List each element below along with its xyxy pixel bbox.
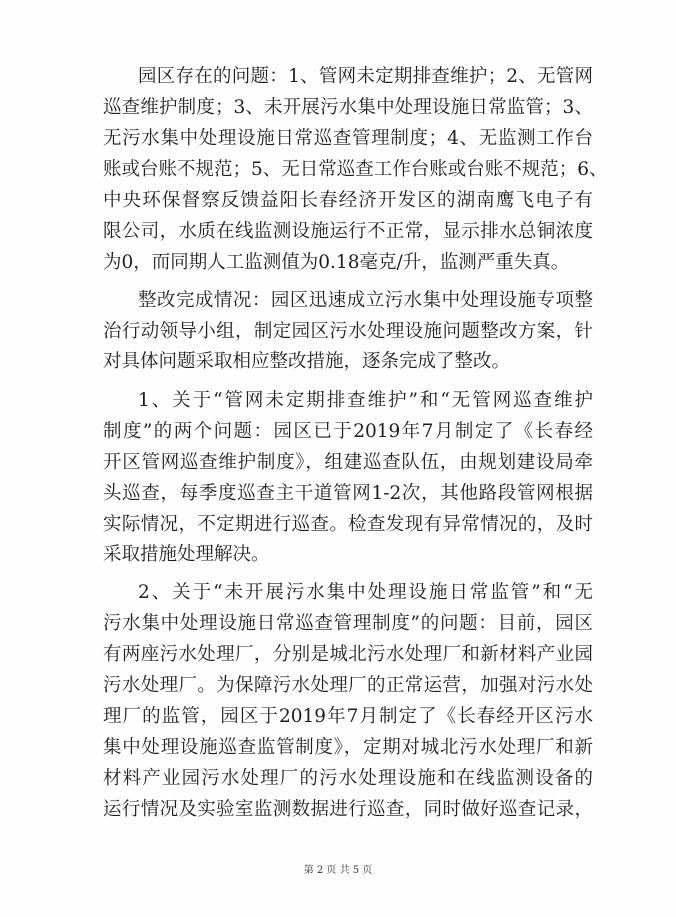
paragraph-line: 集中处理设施巡查监管制度》，定期对城北污水处理厂和新	[103, 737, 593, 758]
paragraph-line: 材料产业园污水处理厂的污水处理设施和在线监测设备的	[103, 768, 593, 789]
paragraph-line: 园区存在的问题：1、管网未定期排查维护；2、无管网	[138, 66, 593, 87]
paragraph-line: 2、关于“未开展污水集中处理设施日常监管”和“无	[138, 582, 593, 603]
paragraph-line: 中央环保督察反馈益阳长春经济开发区的湖南鹰飞电子有	[103, 190, 593, 211]
page-number: 第 2 页 共 5 页	[303, 865, 373, 876]
paragraph-line: 制度”的两个问题：园区已于2019年7月制定了《长春经	[103, 421, 593, 442]
paragraph-line: 治行动领导小组，制定园区污水处理设施问题整改方案，针	[103, 321, 593, 342]
paragraph-line: 整改完成情况：园区迅速成立污水集中处理设施专项整	[138, 290, 593, 311]
paragraph-line: 污水处理厂。为保障污水处理厂的正常运营，加强对污水处	[103, 675, 593, 696]
paragraph-line: 无污水集中处理设施日常巡查管理制度；4、无监测工作台	[103, 128, 593, 149]
paragraph-line: 污水集中处理设施日常巡查管理制度”的问题：目前，园区	[103, 613, 593, 634]
paragraph-line: 理厂的监管，园区于2019年7月制定了《长春经开区污水	[103, 706, 593, 727]
paragraph-line: 运行情况及实验室监测数据进行巡查，同时做好巡查记录，	[103, 799, 593, 820]
paragraph-line: 对具体问题采取相应整改措施，逐条完成了整改。	[103, 351, 511, 372]
paragraph-line: 1、关于“管网未定期排查维护”和“无管网巡查维护	[138, 390, 593, 411]
paragraph-line: 有两座污水处理厂，分别是城北污水处理厂和新材料产业园	[103, 644, 593, 665]
paragraph-line: 头巡查，每季度巡查主干道管网1-2次，其他路段管网根据	[103, 483, 593, 504]
paragraph-line: 采取措施处理解决。	[103, 544, 270, 565]
paragraph-line: 实际情况，不定期进行巡查。检查发现有异常情况的，及时	[103, 514, 593, 535]
paragraph-line: 限公司，水质在线监测设施运行不正常，显示排水总铜浓度	[103, 221, 593, 242]
paragraph-line: 巡查维护制度；3、未开展污水集中处理设施日常监管；3、	[103, 97, 593, 118]
paragraph-line: 账或台账不规范；5、无日常巡查工作台账或台账不规范；6、	[103, 159, 608, 180]
paragraph-line: 开区管网巡查维护制度》，组建巡查队伍，由规划建设局牵	[103, 452, 593, 473]
paragraph-line: 为0，而同期人工监测值为0.18毫克/升，监测严重失真。	[103, 252, 570, 273]
